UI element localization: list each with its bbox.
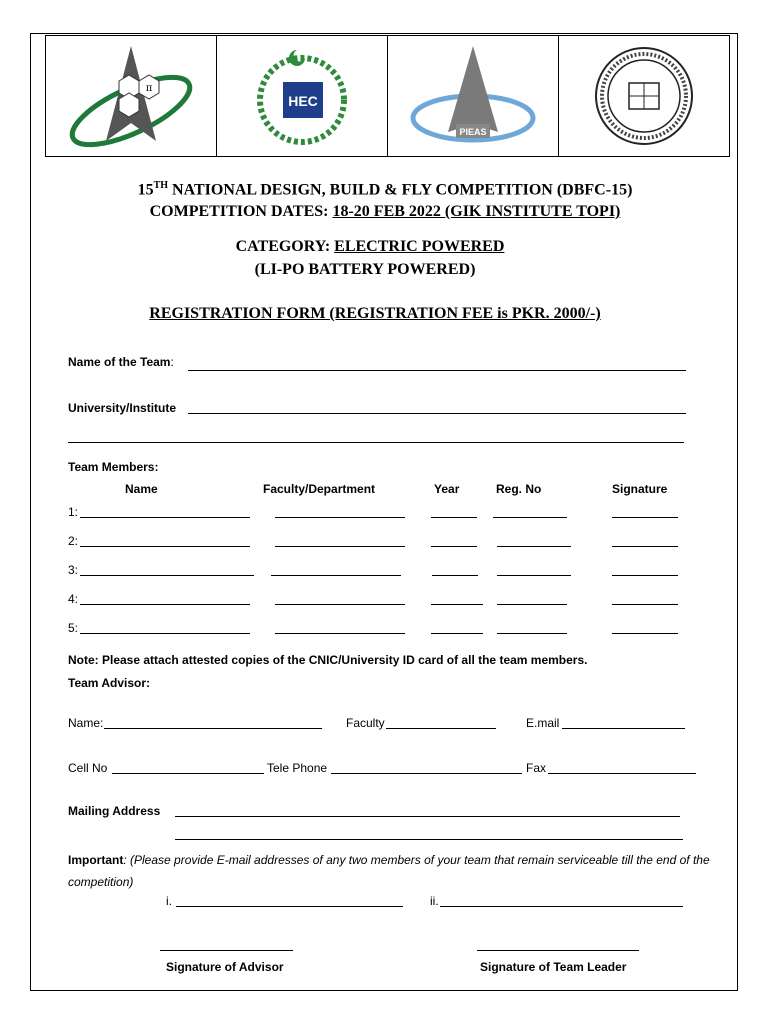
member-row-label: 4:: [68, 592, 79, 606]
advisor-signature-field[interactable]: [160, 950, 293, 951]
col-signature: Signature: [612, 482, 668, 496]
form-title: REGISTRATION FORM (REGISTRATION FEE is PKR. 2000/-): [149, 305, 601, 322]
member-faculty-field[interactable]: [275, 633, 405, 634]
col-year: Year: [434, 482, 460, 496]
note-text: Note: Please attach attested copies of the CNIC/University ID card of all the team members.: [68, 653, 588, 667]
col-name: Name: [125, 482, 158, 496]
member-year-field[interactable]: [431, 517, 477, 518]
advisor-name-label: Name:: [68, 716, 104, 730]
col-faculty: Faculty/Department: [263, 482, 376, 496]
member-row-label: 3:: [68, 563, 79, 577]
email-i-field[interactable]: [176, 906, 403, 907]
member-signature-field[interactable]: [612, 575, 678, 576]
member-row-label: 1:: [68, 505, 79, 519]
member-reg-field[interactable]: [497, 575, 571, 576]
member-name-field[interactable]: [80, 546, 250, 547]
tele-field[interactable]: [331, 773, 522, 774]
email-ii-label: ii.: [430, 894, 439, 908]
team-advisor-title: Team Advisor:: [68, 676, 151, 690]
mailing-address-field-line2[interactable]: [175, 839, 683, 840]
member-name-field[interactable]: [80, 575, 254, 576]
fax-label: Fax: [526, 761, 547, 775]
mailing-address-label: Mailing Address: [68, 804, 161, 818]
member-year-field[interactable]: [432, 575, 478, 576]
fax-field[interactable]: [548, 773, 696, 774]
competition-dates: COMPETITION DATES: 18-20 FEB 2022 (GIK INSTITUTE TOPI): [149, 203, 621, 220]
cell-label: Cell No: [68, 761, 108, 775]
member-name-field[interactable]: [80, 604, 250, 605]
important-note: Important: (Please provide E-mail addresses of any two members of your team that remain serviceable till the end of the competition): [68, 853, 710, 889]
member-year-field[interactable]: [431, 604, 483, 605]
member-name-field[interactable]: [80, 633, 250, 634]
form-border: [30, 33, 738, 991]
email-ii-field[interactable]: [440, 906, 683, 907]
advisor-email-field[interactable]: [562, 728, 685, 729]
member-signature-field[interactable]: [612, 633, 678, 634]
signature-leader-label: Signature of Team Leader: [480, 960, 627, 974]
member-year-field[interactable]: [431, 633, 483, 634]
team-name-label: Name of the Team:: [68, 355, 174, 369]
university-label: University/Institute: [68, 401, 177, 415]
svg-text:PIEAS: PIEAS: [459, 127, 487, 137]
leader-signature-field[interactable]: [477, 950, 639, 951]
member-faculty-field[interactable]: [275, 517, 405, 518]
advisor-faculty-label: Faculty: [346, 716, 385, 730]
giki-logo-icon: [589, 41, 699, 151]
member-row-label: 5:: [68, 621, 79, 635]
tele-label: Tele Phone: [267, 761, 328, 775]
logo-cell-giki: [559, 36, 729, 156]
member-reg-field[interactable]: [497, 604, 567, 605]
competition-title: 15TH NATIONAL DESIGN, BUILD & FLY COMPETITION (DBFC-15): [137, 180, 633, 199]
team-name-field[interactable]: [188, 370, 686, 371]
member-reg-field[interactable]: [493, 517, 567, 518]
signature-advisor-label: Signature of Advisor: [166, 960, 284, 974]
cell-field[interactable]: [112, 773, 264, 774]
member-faculty-field[interactable]: [271, 575, 401, 576]
logo-strip: [45, 35, 730, 157]
member-reg-field[interactable]: [497, 633, 567, 634]
logo-cell-dbfc: [46, 36, 217, 156]
member-reg-field[interactable]: [497, 546, 571, 547]
svg-text:HEC: HEC: [288, 93, 318, 109]
category-sub: (LI-PO BATTERY POWERED): [254, 261, 476, 278]
member-signature-field[interactable]: [612, 546, 678, 547]
advisor-name-field[interactable]: [104, 728, 322, 729]
team-members-title: Team Members:: [68, 460, 159, 474]
member-signature-field[interactable]: [612, 517, 678, 518]
member-row-label: 2:: [68, 534, 79, 548]
col-reg: Reg. No: [496, 482, 542, 496]
member-faculty-field[interactable]: [275, 604, 405, 605]
advisor-faculty-field[interactable]: [386, 728, 496, 729]
member-signature-field[interactable]: [612, 604, 678, 605]
category: CATEGORY: ELECTRIC POWERED: [235, 238, 505, 255]
advisor-email-label: E.mail: [526, 716, 560, 730]
email-i-label: i.: [166, 894, 172, 908]
member-name-field[interactable]: [80, 517, 250, 518]
mailing-address-field[interactable]: [175, 816, 680, 817]
logo-cell-hec: [217, 36, 388, 156]
svg-text:π: π: [145, 83, 153, 94]
member-year-field[interactable]: [431, 546, 477, 547]
logo-cell-pieas: [388, 36, 559, 156]
university-field[interactable]: [188, 413, 686, 414]
hec-logo-icon: [247, 40, 357, 152]
pieas-logo-icon: [398, 40, 548, 152]
dbfc-logo-icon: [61, 41, 201, 151]
university-field-line2[interactable]: [68, 442, 684, 443]
member-faculty-field[interactable]: [275, 546, 405, 547]
